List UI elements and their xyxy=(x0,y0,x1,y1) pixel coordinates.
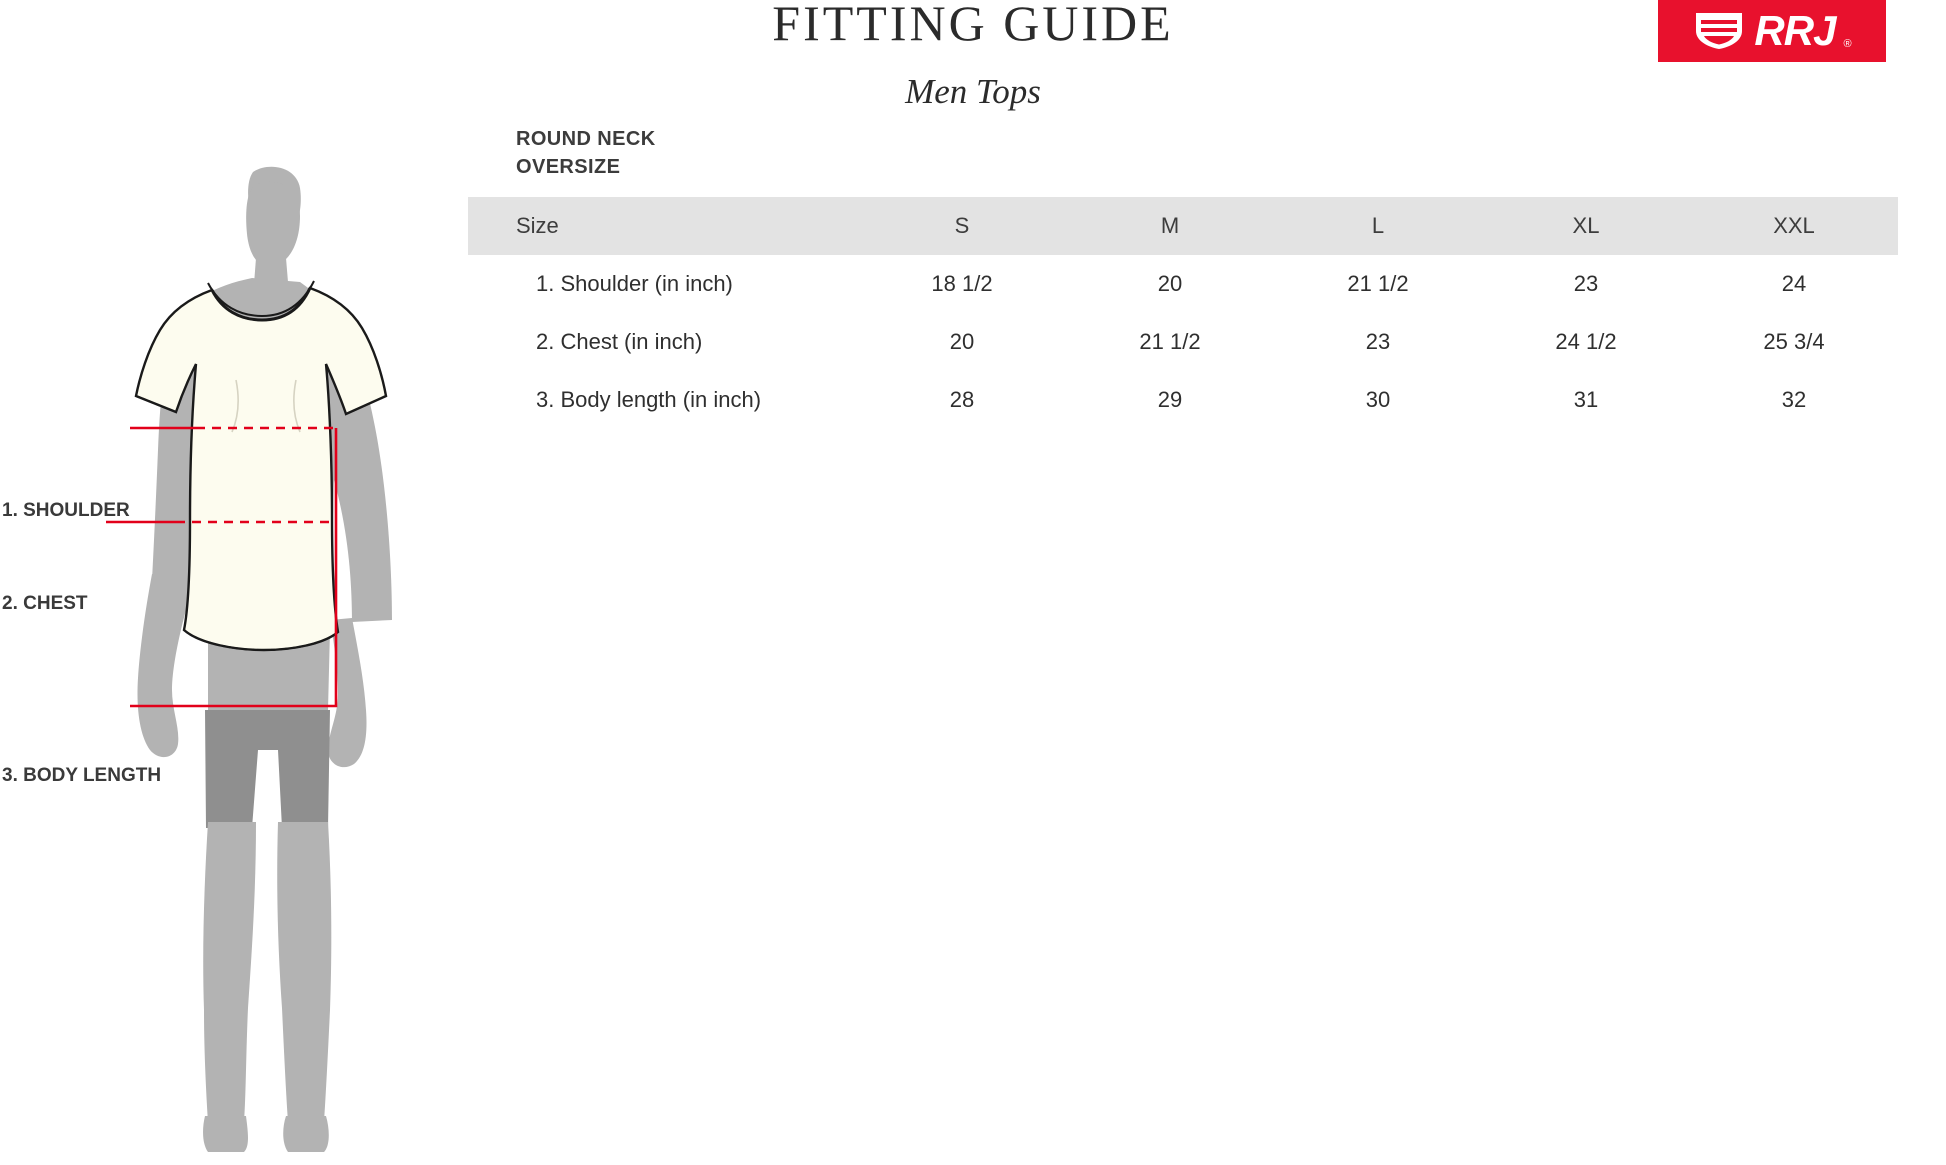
cell-shoulder-s: 18 1/2 xyxy=(931,271,993,297)
column-header-xxl: XXL xyxy=(1690,197,1898,255)
cell-shoulder-m: 20 xyxy=(1157,271,1183,297)
table-row xyxy=(468,255,1898,313)
registered-trademark-icon: ® xyxy=(1843,37,1852,50)
label-chest: 2. CHEST xyxy=(2,593,88,614)
column-header-l: L xyxy=(1274,197,1482,255)
row-label-body-length: 3. Body length (in inch) xyxy=(536,387,762,413)
label-body-length: 3. BODY LENGTH xyxy=(2,765,162,786)
column-header-xl: XL xyxy=(1482,197,1690,255)
logo-text: RRJ xyxy=(1754,7,1836,54)
cell-body-length-xxl: 32 xyxy=(1781,387,1807,413)
row-label-chest: 2. Chest (in inch) xyxy=(536,329,703,355)
size-chart-table xyxy=(468,197,1898,429)
cell-body-length-l: 30 xyxy=(1365,387,1391,413)
category-line-2: OVERSIZE xyxy=(516,155,621,178)
page-header xyxy=(0,0,1946,120)
cell-chest-xl: 24 1/2 xyxy=(1555,329,1617,355)
category-line-1: ROUND NECK xyxy=(516,128,656,150)
cell-body-length-s: 28 xyxy=(949,387,975,413)
page-subtitle: Men Tops xyxy=(905,72,1041,111)
cell-chest-s: 20 xyxy=(949,329,975,355)
cell-chest-m: 21 1/2 xyxy=(1139,329,1201,355)
cell-shoulder-xl: 23 xyxy=(1573,271,1599,297)
cell-body-length-m: 29 xyxy=(1157,387,1183,413)
cell-shoulder-xxl: 24 xyxy=(1781,271,1807,297)
row-label-shoulder: 1. Shoulder (in inch) xyxy=(536,271,733,297)
cell-body-length-xl: 31 xyxy=(1573,387,1599,413)
measurement-diagram xyxy=(0,150,470,1160)
size-chart-panel xyxy=(468,126,1898,429)
column-header-s: S xyxy=(858,197,1066,255)
column-header-size: Size xyxy=(468,197,858,255)
label-shoulder: 1. SHOULDER xyxy=(2,500,130,521)
table-row xyxy=(468,371,1898,429)
brand-logo xyxy=(1658,0,1886,62)
page-title: FITTING GUIDE xyxy=(772,0,1174,51)
cell-chest-l: 23 xyxy=(1365,329,1391,355)
shield-icon xyxy=(1692,7,1746,56)
column-header-m: M xyxy=(1066,197,1274,255)
cell-shoulder-l: 21 1/2 xyxy=(1347,271,1409,297)
mannequin-illustration xyxy=(0,150,470,1160)
table-header-row xyxy=(468,197,1898,255)
cell-chest-xxl: 25 3/4 xyxy=(1763,329,1825,355)
table-row xyxy=(468,313,1898,371)
